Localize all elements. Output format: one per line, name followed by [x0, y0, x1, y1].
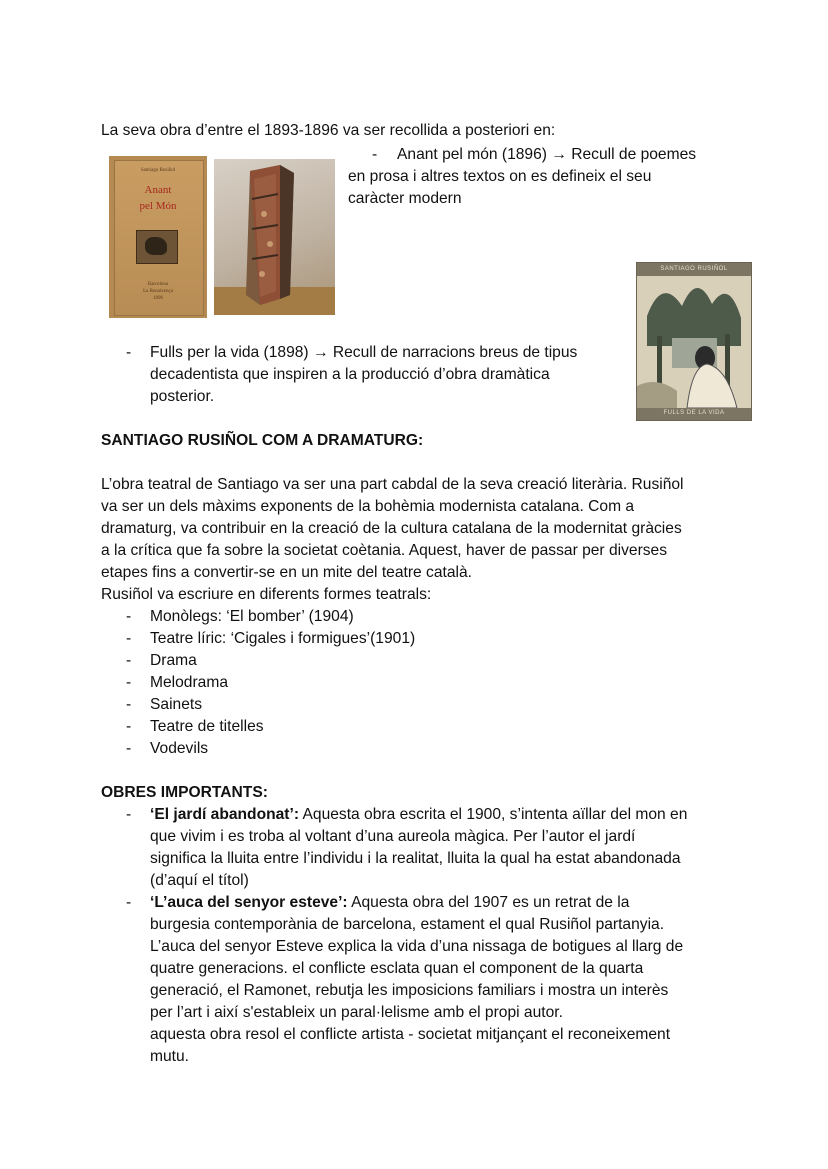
anant-line-2: en prosa i altres textos on es defineix el seu: [348, 168, 652, 185]
intro-text: La seva obra d’entre el 1893-1896 va ser recollida a posteriori en:: [101, 122, 556, 139]
list-item: Melodrama: [150, 674, 228, 691]
list-dash: -: [126, 652, 132, 669]
list-dash: -: [126, 718, 132, 735]
obra2-line: aquesta obra resol el conflicte artista - societat mitjançant el reconeixement: [150, 1026, 671, 1043]
obra2-first-line: [150, 892, 629, 914]
cover-title-2: pel Món: [139, 200, 177, 212]
list-dash: -: [126, 608, 132, 625]
paragraph-line: va ser un dels màxims exponents de la bohèmia modernista catalana. Com a: [101, 498, 635, 515]
list-item: Sainets: [150, 696, 203, 713]
obra1-line: significa la lluita entre l’individu i la realitat, lluita la qual ha estat abandonada: [150, 850, 681, 867]
section-heading-dramaturg: SANTIAGO RUSIÑOL COM A DRAMATURG:: [101, 432, 424, 449]
section-heading-obres: OBRES IMPORTANTS:: [101, 784, 268, 801]
paragraph-line: Rusiñol va escriure en diferents formes teatrals:: [101, 586, 432, 603]
fulls-line-3: posterior.: [150, 388, 215, 405]
paragraph-line: etapes fins a convertir-se en un mite del teatre català.: [101, 564, 472, 581]
fulls-cover-top-text: SANTIAGO RUSIÑOL: [660, 266, 728, 272]
fulls-cover-illustration: [637, 276, 751, 408]
list-dash: -: [126, 806, 132, 823]
obra2-line: burgesia contemporània de barcelona, estament el qual Rusiñol partanyia.: [150, 916, 665, 933]
fulls-de-la-vida-cover: [636, 262, 752, 421]
obra1-line: (d’aquí el títol): [150, 872, 249, 889]
cover-author: Santiago Rusiñol: [140, 168, 176, 173]
list-item: Teatre de titelles: [150, 718, 264, 735]
list-item: Vodevils: [150, 740, 209, 757]
anant-line-1: Anant pel món (1896) → Recull de poemes: [397, 146, 697, 163]
list-item: Teatre líric: ‘Cigales i formigues’(1901): [150, 630, 416, 647]
list-dash: -: [126, 630, 132, 647]
list-item: Monòlegs: ‘El bomber’ (1904): [150, 608, 354, 625]
paragraph-line: L’obra teatral de Santiago va ser una part cabdal de la seva creació literària. Rusiñol: [101, 476, 684, 493]
paragraph-line: dramaturg, va contribuir en la creació de la cultura catalana de la modernitat gràcies: [101, 520, 682, 537]
fulls-line-1: Fulls per la vida (1898) → Recull de narracions breus de tipus: [150, 344, 578, 361]
list-dash: -: [126, 674, 132, 691]
anant-line-3: caràcter modern: [348, 190, 462, 207]
cover-year: 1896: [153, 296, 163, 301]
obra2-line: mutu.: [150, 1048, 189, 1065]
cover-imprint-1: Barcelona: [147, 282, 169, 287]
list-dash: -: [372, 146, 378, 163]
obra1-first-line: [150, 804, 687, 826]
list-dash: -: [126, 740, 132, 757]
fulls-line-2: decadentista que inspiren a la producció d’obra dramàtica: [150, 366, 550, 383]
cover-title-1: Anant: [144, 184, 172, 196]
anant-pel-mon-cover-image: [109, 156, 207, 318]
list-dash: -: [126, 344, 132, 361]
obra2-line: per l’art i així s'estableix un paral·lelisme amb el propi autor.: [150, 1004, 563, 1021]
list-dash: -: [126, 894, 132, 911]
fulls-cover-bottom-text: FULLS DE LA VIDA: [663, 410, 725, 416]
old-book-photo: [214, 159, 335, 315]
obra2-title: ‘L’auca del senyor esteve’:: [150, 894, 348, 911]
list-item: Drama: [150, 652, 197, 669]
paragraph-line: a la crítica que fa sobre la societat coètania. Aquest, haver de passar per diverses: [101, 542, 668, 559]
list-dash: -: [126, 696, 132, 713]
cover-illustration: [136, 230, 178, 264]
cover-imprint-2: La Renaixença: [143, 289, 173, 294]
obra1-line: que vivim i es troba al voltant d’una aureola màgica. Per l’autor el jardí: [150, 828, 636, 845]
obra2-line: L’auca del senyor Esteve explica la vida d’una nissaga de botigues al llarg de: [150, 938, 684, 955]
obra1-title: ‘El jardí abandonat’:: [150, 806, 300, 823]
obra2-text: Aquesta obra del 1907 es un retrat de la: [347, 894, 630, 911]
obra1-text: Aquesta obra escrita el 1900, s’intenta aïllar del mon en: [299, 806, 688, 823]
book-photo-drawing: [214, 159, 335, 315]
obra2-line: quatre generacions. el conflicte esclata quan el component de la quarta: [150, 960, 644, 977]
obra2-line: generació, el Ramonet, rebutja les imposicions familiars i mostra un interès: [150, 982, 669, 999]
